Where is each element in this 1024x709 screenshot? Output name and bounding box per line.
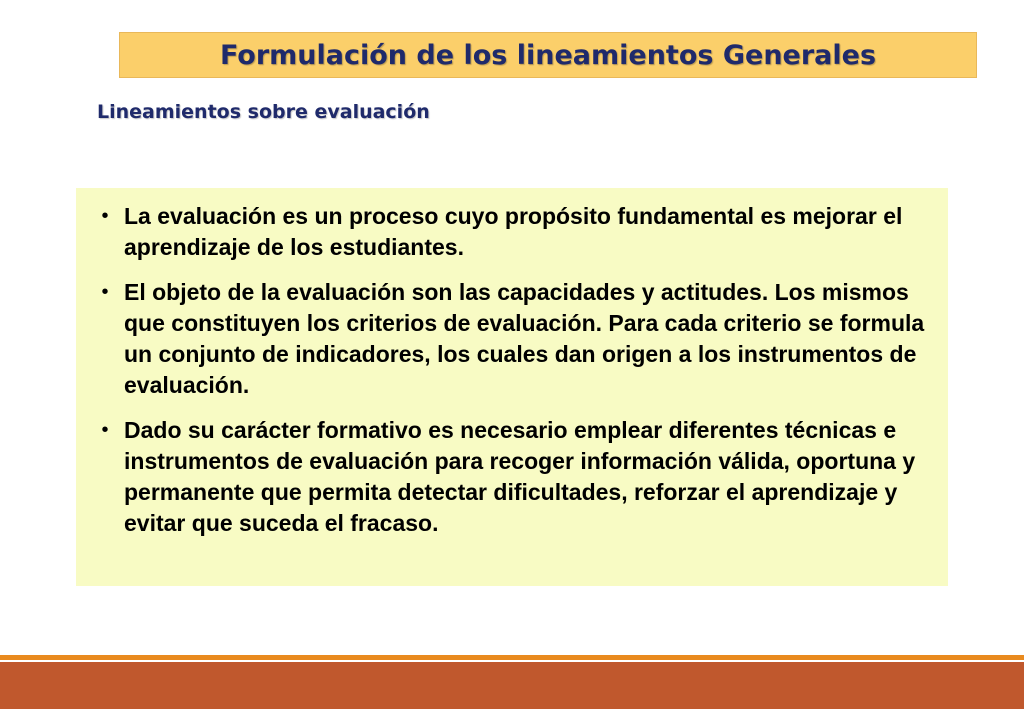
- slide-subtitle: Lineamientos sobre evaluación: [97, 101, 430, 123]
- bullet-text: El objeto de la evaluación son las capacidades y actitudes. Los mismos que constituyen los criterios de evaluación. Para cada criterio se formula un conjunto de indicadores, los cuales dan origen a los instrumentos de evaluación.: [124, 279, 925, 398]
- bullet-item: [86, 415, 928, 539]
- bullet-text: Dado su carácter formativo es necesario emplear diferentes técnicas e instrumentos de evaluación para recoger información válida, oportuna y permanente que permita detectar dificultades, reforzar el aprendizaje y evitar que suceda el fracaso.: [124, 417, 916, 536]
- bullet-icon: •: [101, 281, 109, 303]
- slide-title: Formulación de los lineamientos Generales: [219, 39, 877, 71]
- footer-band: [0, 662, 1024, 709]
- bullet-text: La evaluación es un proceso cuyo propósito fundamental es mejorar el aprendizaje de los estudiantes.: [124, 203, 903, 260]
- bullet-item: [86, 201, 928, 263]
- bullet-icon: •: [101, 419, 109, 441]
- footer-stripe: [0, 655, 1024, 660]
- bullet-list: [86, 201, 928, 539]
- bullet-icon: •: [101, 205, 109, 227]
- content-box: [76, 188, 948, 586]
- title-banner: [119, 32, 977, 78]
- bullet-item: [86, 277, 928, 401]
